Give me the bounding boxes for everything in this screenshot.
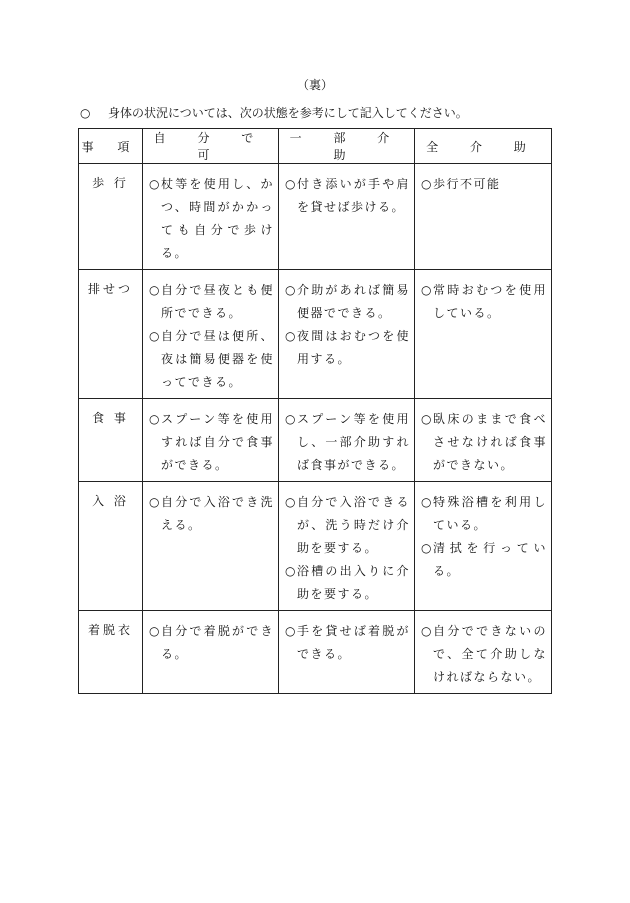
row-label: 排せつ — [79, 270, 143, 399]
cell-full — [415, 399, 552, 482]
header-item: 事 項 — [79, 129, 143, 164]
table-row-walking — [79, 164, 552, 270]
cell-partial — [279, 399, 415, 482]
cell-partial — [279, 270, 415, 399]
table-row-meals — [79, 399, 552, 482]
cell-entry: ○ 歩行不可能 — [421, 177, 501, 191]
cell-entry: ○ 自分で着脱ができる。 — [149, 624, 274, 661]
cell-entry: ○ 杖等を使用し、かつ、時間がかかっても自分で歩ける。 — [149, 177, 274, 260]
cell-self — [143, 164, 279, 270]
cell-full — [415, 482, 552, 611]
cell-partial — [279, 611, 415, 694]
row-label: 食 事 — [79, 399, 143, 482]
cell-entry: ○ 自分で入浴でき洗える。 — [149, 495, 274, 532]
cell-entry: ○ 特殊浴槽を利用している。 — [421, 495, 547, 532]
cell-entry: ○ スプーン等を使用し、一部介助すれば食事ができる。 — [285, 412, 410, 472]
row-label: 入 浴 — [79, 482, 143, 611]
cell-partial — [279, 164, 415, 270]
cell-entry: ○ 自分で入浴できるが、洗う時だけ介助を要する。 — [285, 495, 410, 555]
cell-self — [143, 611, 279, 694]
cell-entry: ○ 自分で昼は便所、夜は簡易便器を使ってできる。 — [149, 329, 274, 389]
cell-full — [415, 611, 552, 694]
cell-entry: ○ 常時おむつを使用している。 — [421, 283, 547, 320]
cell-full — [415, 164, 552, 270]
cell-entry: ○ スプーン等を使用すれば自分で食事ができる。 — [149, 412, 274, 472]
cell-entry: ○ 介助があれば簡易便器でできる。 — [285, 283, 410, 320]
cell-entry: ○ 手を貸せば着脱ができる。 — [285, 624, 410, 661]
table-row-bathing — [79, 482, 552, 611]
cell-entry: ○ 付き添いが手や肩を貸せば歩ける。 — [285, 177, 410, 214]
row-label: 歩 行 — [79, 164, 143, 270]
cell-entry: ○ 夜間はおむつを使用する。 — [285, 329, 410, 366]
cell-partial — [279, 482, 415, 611]
cell-entry: ○ 清拭を行っている。 — [421, 541, 547, 578]
cell-self — [143, 399, 279, 482]
cell-self — [143, 270, 279, 399]
instruction-note — [80, 104, 468, 121]
care-level-table — [78, 128, 552, 694]
cell-self — [143, 482, 279, 611]
note-text: 身体の状況については、次の状態を参考にして記入してください。 — [108, 106, 468, 120]
cell-entry: ○ 浴槽の出入りに介助を要する。 — [285, 564, 410, 601]
table-row-dressing — [79, 611, 552, 694]
note-bullet: ○ — [80, 106, 91, 120]
header-partial: 一 部 介 助 — [279, 129, 415, 164]
cell-entry: ○ 自分でできないので、全て介助しなければならない。 — [421, 624, 547, 684]
cell-entry: ○ 臥床のままで食べさせなければ食事ができない。 — [421, 412, 547, 472]
cell-entry: ○ 自分で昼夜とも便所でできる。 — [149, 283, 274, 320]
table-header-row — [79, 129, 552, 164]
table-row-excretion — [79, 270, 552, 399]
row-label: 着脱衣 — [79, 611, 143, 694]
header-self: 自 分 で 可 — [143, 129, 279, 164]
page-side-mark: （裏） — [296, 78, 333, 92]
header-full: 全 介 助 — [415, 129, 552, 164]
cell-full — [415, 270, 552, 399]
